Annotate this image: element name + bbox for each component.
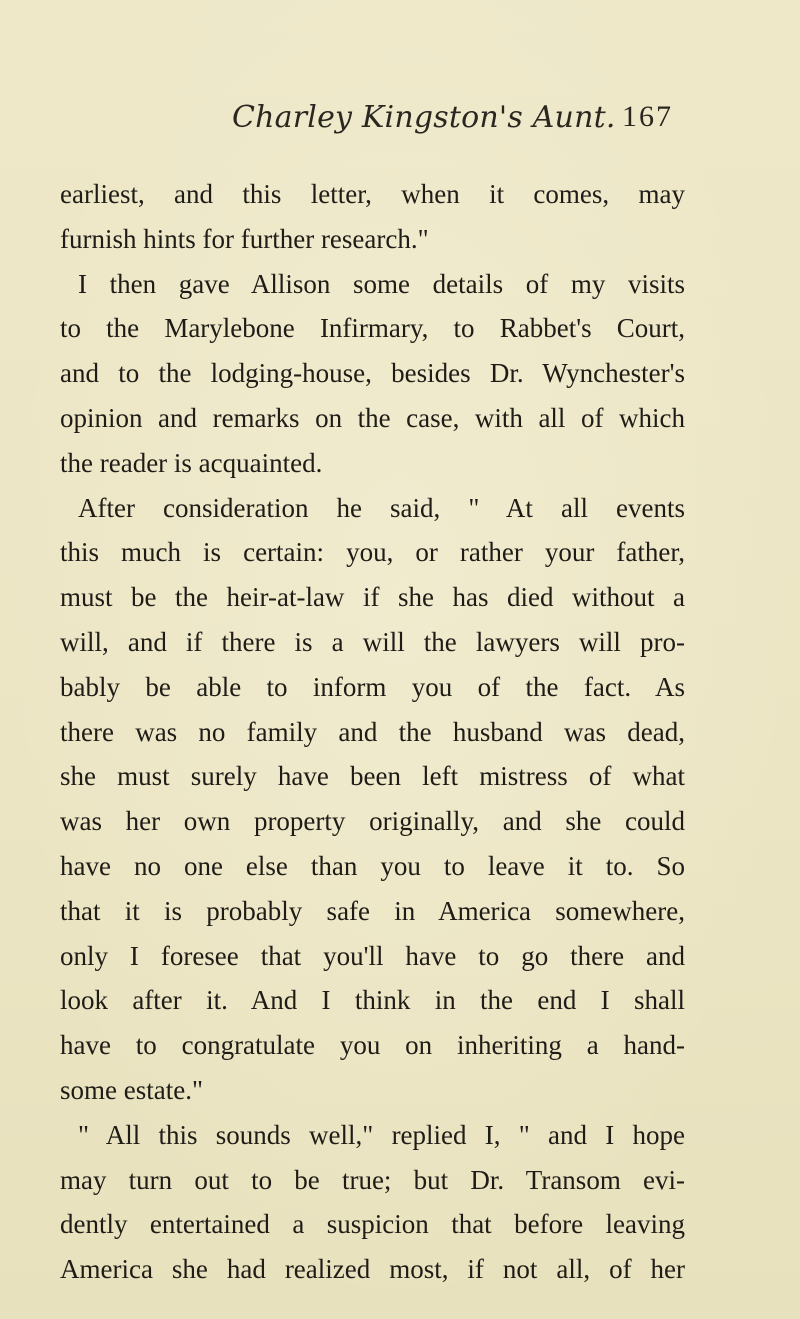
text-line: only I foresee that you'll have to go there and xyxy=(60,940,685,971)
text-line: America she had realized most, if not all, of her xyxy=(60,1254,685,1285)
body-text xyxy=(60,172,685,1292)
text-line: bably be able to inform you of the fact. As xyxy=(60,671,685,702)
text-line: look after it. And I think in the end I shall xyxy=(60,985,685,1016)
text-line: " All this sounds well," replied I, " and I hope xyxy=(78,1119,685,1150)
text-line: earliest, and this letter, when it comes, may xyxy=(60,179,685,209)
text-line: will, and if there is a will the lawyers will pro- xyxy=(60,626,685,657)
running-title: Charley Kingston's Aunt. xyxy=(232,100,616,135)
text-line: that it is probably safe in America somewhere, xyxy=(60,895,685,926)
text-line: may turn out to be true; but Dr. Transom evi- xyxy=(60,1164,685,1195)
text-line: this much is certain: you, or rather your father, xyxy=(60,537,685,568)
text-line: dently entertained a suspicion that before leaving xyxy=(60,1209,685,1240)
text-line: furnish hints for further research." xyxy=(60,223,429,254)
text-line: she must surely have been left mistress of what xyxy=(60,761,685,792)
text-line: the reader is acquainted. xyxy=(60,447,323,478)
text-line: and to the lodging-house, besides Dr. Wynchester's xyxy=(60,358,685,389)
text-line: have to congratulate you on inheriting a hand- xyxy=(60,1030,685,1061)
text-line: there was no family and the husband was dead, xyxy=(60,716,685,747)
text-line: was her own property originally, and she could xyxy=(60,806,685,837)
text-line: some estate." xyxy=(60,1074,203,1105)
text-line: have no one else than you to leave it to. So xyxy=(60,850,685,881)
text-line: After consideration he said, " At all events xyxy=(78,492,685,523)
text-line: must be the heir-at-law if she has died without a xyxy=(60,582,685,613)
text-line: I then gave Allison some details of my visits xyxy=(78,268,685,299)
text-line: to the Marylebone Infirmary, to Rabbet's Court, xyxy=(60,313,685,344)
page-number: 167 xyxy=(622,100,673,133)
page-header xyxy=(0,100,800,150)
text-line: opinion and remarks on the case, with all of which xyxy=(60,402,685,433)
